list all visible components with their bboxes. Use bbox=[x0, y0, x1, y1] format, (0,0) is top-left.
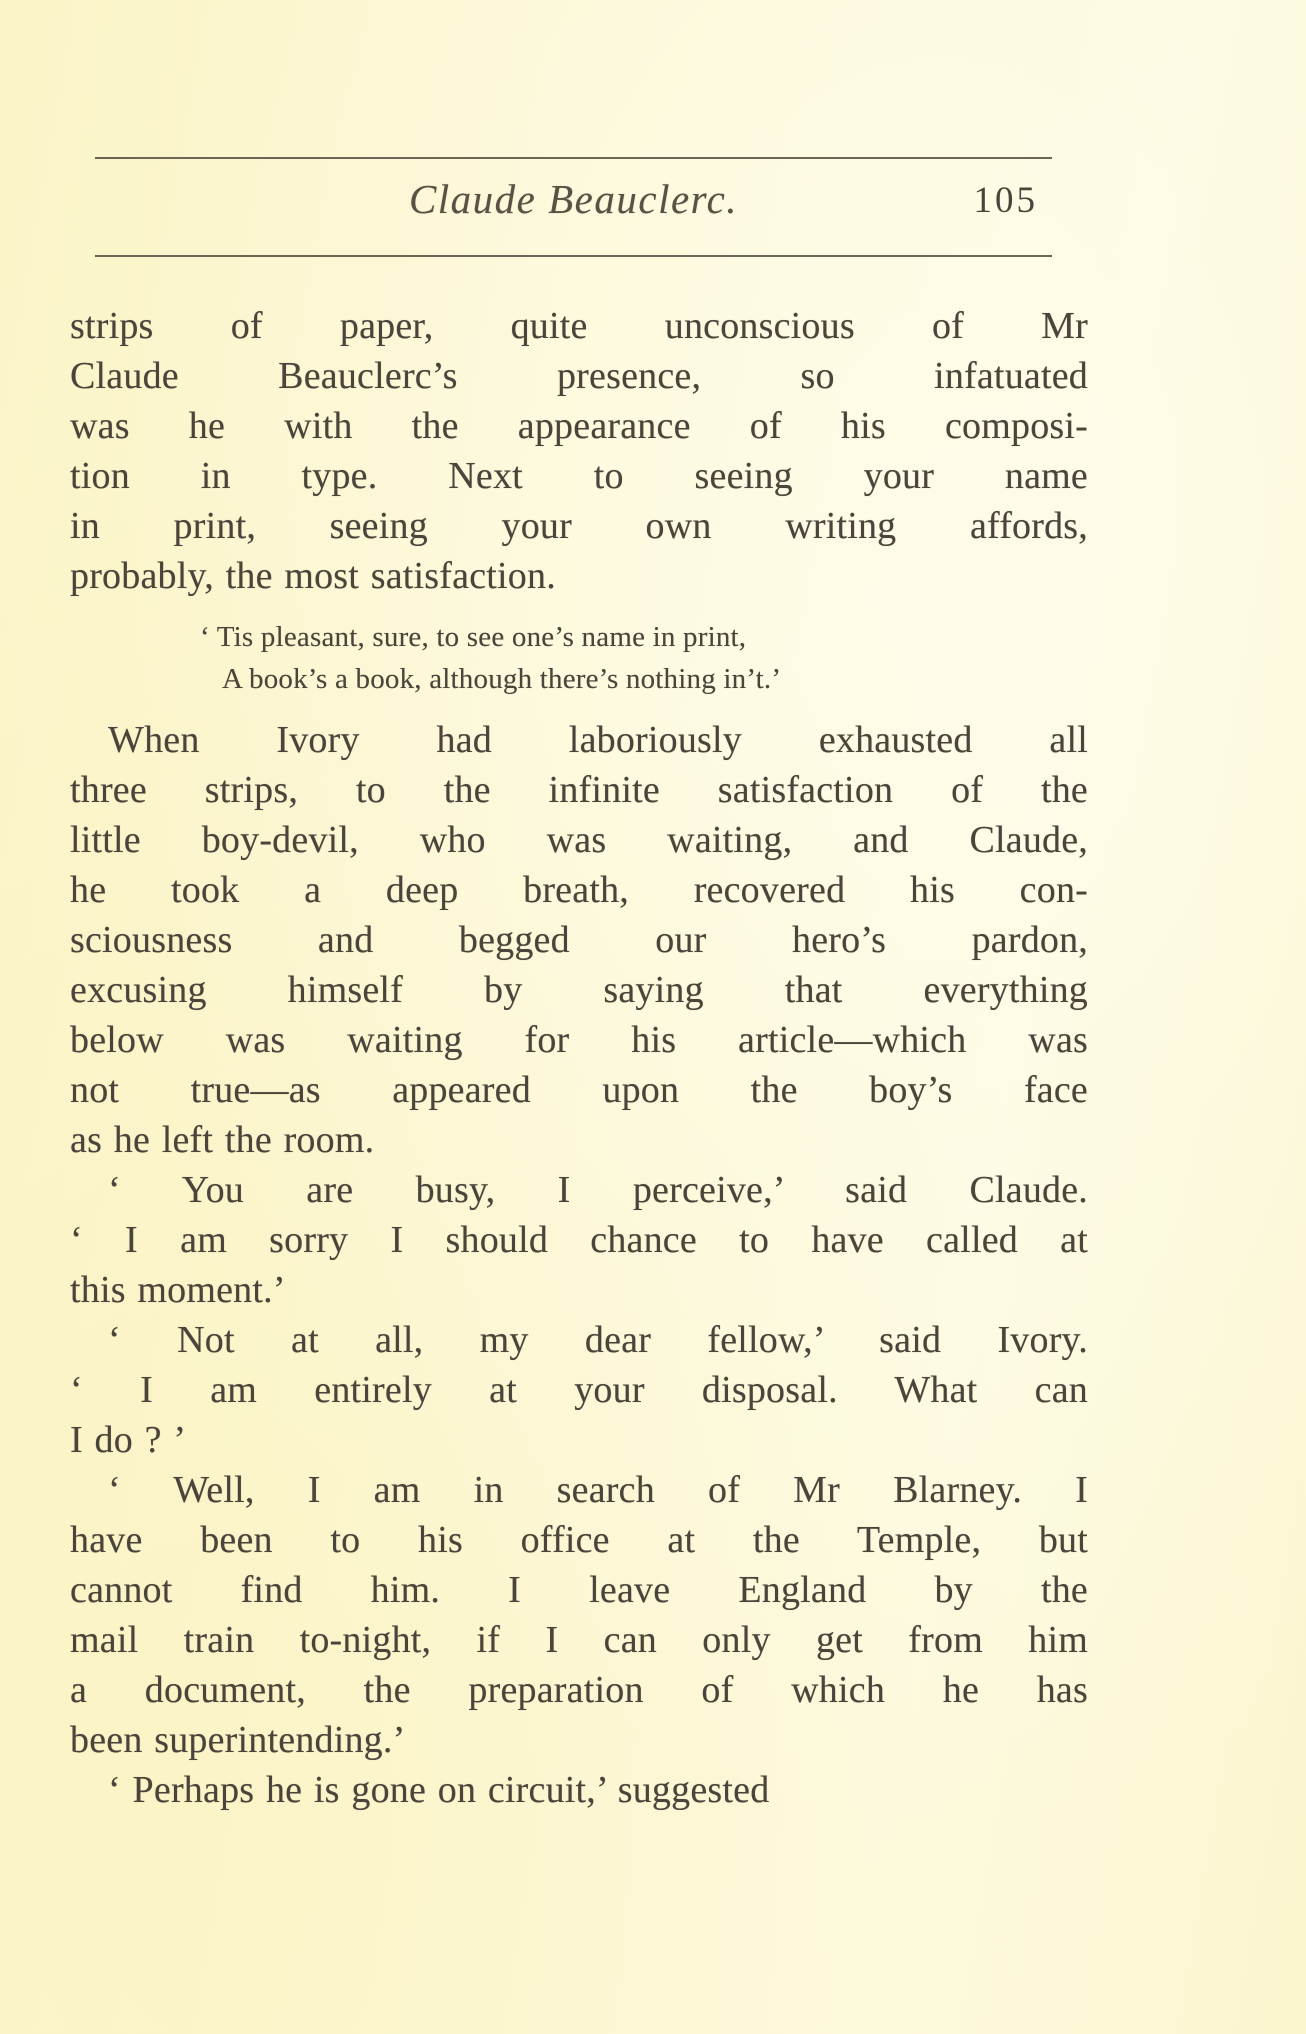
text-line: below was waiting for his article—which was bbox=[70, 1019, 1088, 1061]
text-line: was he with the appearance of his composi- bbox=[70, 405, 1088, 447]
verse-line: A book’s a book, although there’s nothing in’t.’ bbox=[222, 663, 782, 695]
verse-line: ‘ Tis pleasant, sure, to see one’s name in print, bbox=[200, 621, 747, 653]
paragraph bbox=[70, 1765, 1088, 1815]
text-line: three strips, to the infinite satisfaction of the bbox=[70, 769, 1088, 811]
text-line: probably, the most satisfaction. bbox=[70, 555, 556, 597]
paragraph bbox=[70, 1315, 1088, 1465]
text-line: as he left the room. bbox=[70, 1119, 375, 1161]
text-line: been superintending.’ bbox=[70, 1719, 406, 1761]
text-line: ‘ Perhaps he is gone on circuit,’ suggested bbox=[108, 1769, 770, 1811]
text-line: little boy-devil, who was waiting, and Claude, bbox=[70, 819, 1088, 861]
text-line: tion in type. Next to seeing your name bbox=[70, 455, 1088, 497]
paragraph bbox=[70, 1165, 1088, 1315]
text-line: strips of paper, quite unconscious of Mr bbox=[70, 305, 1088, 347]
verse-quote bbox=[70, 616, 1088, 700]
text-line: ‘ Well, I am in search of Mr Blarney. I bbox=[108, 1469, 1088, 1511]
running-title: Claude Beauclerc. bbox=[408, 176, 739, 222]
text-line: ‘ You are busy, I perceive,’ said Claude. bbox=[108, 1169, 1088, 1211]
page-number: 105 bbox=[973, 180, 1038, 221]
text-line: a document, the preparation of which he has bbox=[70, 1669, 1088, 1711]
text-line: in print, seeing your own writing affords, bbox=[70, 505, 1088, 547]
header-rule-top bbox=[95, 157, 1052, 159]
text-line: this moment.’ bbox=[70, 1269, 286, 1311]
text-line: excusing himself by saying that everything bbox=[70, 969, 1088, 1011]
paragraph bbox=[70, 715, 1088, 1165]
running-header bbox=[95, 175, 1052, 239]
text-line: ‘ I am entirely at your disposal. What can bbox=[70, 1369, 1088, 1411]
text-line: When Ivory had laboriously exhausted all bbox=[108, 719, 1088, 761]
page-body bbox=[70, 301, 1088, 1815]
text-line: sciousness and begged our hero’s pardon, bbox=[70, 919, 1088, 961]
text-line: not true—as appeared upon the boy’s face bbox=[70, 1069, 1088, 1111]
text-line: he took a deep breath, recovered his con- bbox=[70, 869, 1088, 911]
text-line: Claude Beauclerc’s presence, so infatuated bbox=[70, 355, 1088, 397]
header-rule-bottom bbox=[95, 255, 1052, 257]
paragraph bbox=[70, 301, 1088, 601]
text-line: cannot find him. I leave England by the bbox=[70, 1569, 1088, 1611]
paragraph bbox=[70, 1465, 1088, 1765]
text-line: ‘ Not at all, my dear fellow,’ said Ivory. bbox=[108, 1319, 1088, 1361]
text-line: ‘ I am sorry I should chance to have called at bbox=[70, 1219, 1088, 1261]
text-line: have been to his office at the Temple, but bbox=[70, 1519, 1088, 1561]
text-line: I do ? ’ bbox=[70, 1419, 187, 1461]
text-line: mail train to-night, if I can only get from him bbox=[70, 1619, 1088, 1661]
